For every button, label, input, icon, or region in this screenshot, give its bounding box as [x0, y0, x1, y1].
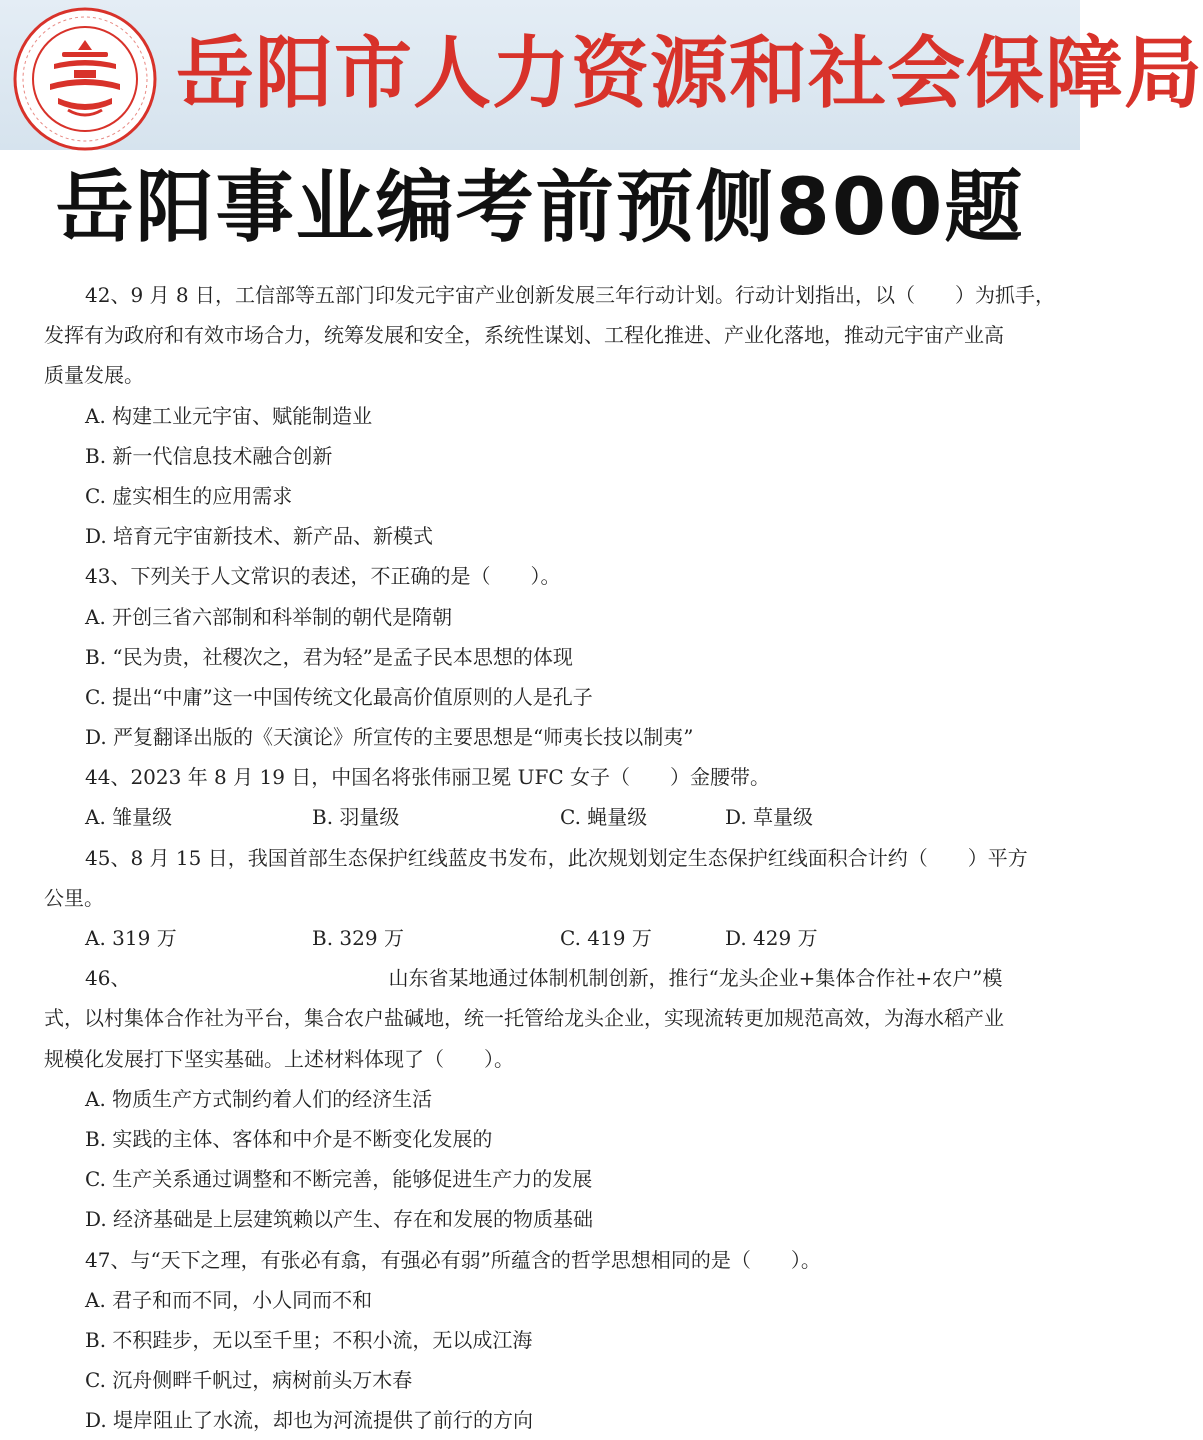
- question-47-option-c: C. 沉舟侧畔千帆过，病树前头万木春: [85, 1368, 413, 1393]
- question-47-option-b: B. 不积跬步，无以至千里；不积小流，无以成江海: [85, 1327, 533, 1352]
- question-43-option-d: D. 严复翻译出版的《天演论》所宣传的主要思想是“师夷长技以制夷”: [85, 725, 694, 750]
- question-43-option-c: C. 提出“中庸”这一中国传统文化最高价值原则的人是孔子: [85, 684, 593, 709]
- question-42-option-c: C. 虚实相生的应用需求: [85, 483, 293, 508]
- question-list: [44, 275, 1055, 1440]
- bureau-emblem-icon: [12, 6, 158, 152]
- question-42-stem-line-1: 42、9 月 8 日，工信部等五部门印发元宇宙产业创新发展三年行动计划。行动计划指出，以（ ）为抓手，: [85, 283, 1055, 307]
- question-42-option-d: D. 培育元宇宙新技术、新产品、新模式: [85, 524, 434, 549]
- question-42-option-b: B. 新一代信息技术融合创新: [85, 443, 333, 468]
- question-45-option-d: D. 429 万: [725, 926, 818, 950]
- question-45-options: [44, 918, 1040, 958]
- organization-name: 岳阳市人力资源和社会保障局: [176, 29, 1203, 119]
- question-46-stem-text: 山东省某地通过体制机制创新，推行“龙头企业+集体合作社+农户”模: [388, 966, 1003, 991]
- question-44-option-d: D. 草量级: [725, 805, 814, 830]
- question-44-option-a: A. 雏量级: [85, 805, 173, 830]
- question-42-option-a: A. 构建工业元宇宙、赋能制造业: [85, 403, 373, 428]
- question-45-option-a: A. 319 万: [85, 926, 177, 950]
- question-46-option-d: D. 经济基础是上层建筑赖以产生、存在和发展的物质基础: [85, 1207, 594, 1232]
- question-45-stem-line-1: 45、8 月 15 日，我国首部生态保护红线蓝皮书发布，此次规划划定生态保护红线面积合计约（ ）平方: [85, 845, 1028, 870]
- question-44-options: [44, 797, 1040, 837]
- question-46-option-c: C. 生产关系通过调整和不断完善，能够促进生产力的发展: [85, 1167, 593, 1192]
- page-title: 岳阳事业编考前预侧800题: [55, 163, 1025, 253]
- question-47-option-d: D. 堤岸阻止了水流，却也为河流提供了前行的方向: [85, 1408, 534, 1433]
- question-43-option-b: B. “民为贵，社稷次之，君为轻”是孟子民本思想的体现: [85, 644, 573, 669]
- question-47-stem: 47、与“天下之理，有张必有翕，有强必有弱”所蕴含的哲学思想相同的是（ ）。: [85, 1247, 821, 1272]
- header-banner: [0, 0, 1203, 150]
- question-46-stem-line-1: [44, 958, 1040, 998]
- question-46-option-a: A. 物质生产方式制约着人们的经济生活: [85, 1086, 433, 1111]
- question-46-option-b: B. 实践的主体、客体和中介是不断变化发展的: [85, 1126, 493, 1151]
- question-44-option-c: C. 蝇量级: [560, 805, 648, 830]
- question-46-number: 46、: [85, 966, 131, 991]
- question-46-stem-line-3: 规模化发展打下坚实基础。上述材料体现了（ ）。: [44, 1046, 514, 1071]
- question-43-stem: 43、下列关于人文常识的表述，不正确的是（ ）。: [85, 564, 561, 589]
- question-45-option-c: C. 419 万: [560, 926, 652, 950]
- question-47-option-a: A. 君子和而不同，小人同而不和: [85, 1287, 373, 1312]
- question-44-stem: 44、2023 年 8 月 19 日，中国名将张伟丽卫冕 UFC 女子（ ）金腰带。: [85, 765, 771, 790]
- question-42-stem-line-2: 发挥有为政府和有效市场合力，统筹发展和安全，系统性谋划、工程化推进、产业化落地，推动元宇宙产业高: [44, 323, 1004, 348]
- question-46-stem-line-2: 式，以村集体合作社为平台，集合农户盐碱地，统一托管给龙头企业，实现流转更加规范高效，为海水稻产业: [44, 1006, 1004, 1031]
- question-45-option-b: B. 329 万: [312, 926, 404, 950]
- question-43-option-a: A. 开创三省六部制和科举制的朝代是隋朝: [85, 604, 453, 629]
- question-45-stem-line-2: 公里。: [44, 885, 104, 910]
- question-44-option-b: B. 羽量级: [312, 805, 400, 830]
- question-42-stem-line-3: 质量发展。: [44, 363, 144, 388]
